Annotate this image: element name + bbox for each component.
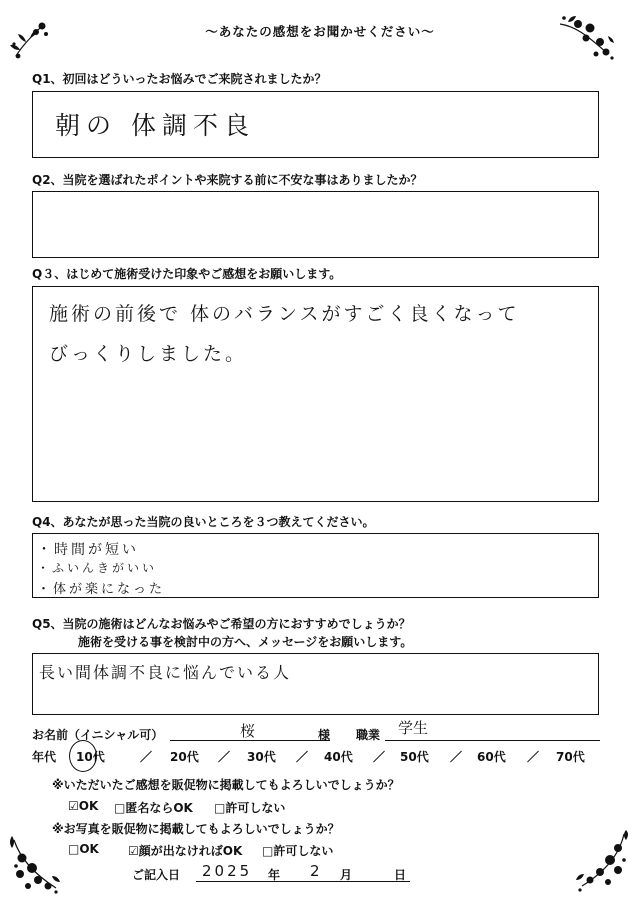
job-underline	[385, 740, 600, 741]
floral-ornament-icon	[574, 830, 630, 892]
q1-answer: 朝の 体調不良	[55, 111, 255, 140]
name-label: お名前（イニシャル可）	[32, 728, 164, 742]
consent-text-anonymous[interactable]: □匿名ならOK	[114, 801, 193, 815]
name-value[interactable]: 桜	[240, 722, 256, 740]
age-option-10s[interactable]: 10代	[76, 750, 105, 764]
q5-answer: 長い間体調不良に悩んでいる人	[39, 663, 292, 682]
q5-label-line2: 施術を受ける事を検討中の方へ、メッセージをお願いします。	[78, 635, 413, 649]
q2-label: Q2、当院を選ばれたポイントや来院する前に不安な事はありましたか？	[32, 173, 423, 187]
consent-text-ok[interactable]: ☑OK	[68, 799, 99, 813]
date-month-unit: 月	[340, 868, 353, 882]
consent-photo-no-face[interactable]: ☑顔が出なければOK	[128, 844, 243, 858]
q3-answer-line2: びっくりしました。	[49, 343, 248, 365]
q3-answer-box[interactable]	[32, 286, 599, 502]
job-value[interactable]: 学生	[398, 719, 429, 737]
consent-photo-decline[interactable]: □許可しない	[262, 844, 334, 858]
q4-item-2: ・ふいんきがいい	[37, 561, 158, 575]
consent-photo-question: ※お写真を販促物に掲載してもよろしいでしょうか？	[52, 822, 340, 836]
date-label: ご記入日	[132, 868, 181, 882]
age-separator: ／	[450, 750, 463, 764]
consent-text-question: ※いただいたご感想を販促物に掲載してもよろしいでしょうか？	[52, 778, 400, 792]
age-option-50s[interactable]: 50代	[400, 750, 429, 764]
age-separator: ／	[527, 750, 540, 764]
q5-label-line1: Q5、当院の施術はどんなお悩みやご希望の方におすすめでしょうか？	[32, 617, 411, 631]
q3-answer-line1: 施術の前後で 体のバランスがすごく良くなって	[49, 303, 520, 325]
date-underline	[196, 881, 410, 882]
age-separator: ／	[140, 750, 153, 764]
consent-text-decline[interactable]: □許可しない	[214, 801, 286, 815]
date-day-unit: 日	[394, 868, 407, 882]
q5-answer-box[interactable]	[32, 653, 599, 715]
q2-answer-box[interactable]	[32, 191, 599, 258]
age-option-20s[interactable]: 20代	[170, 750, 199, 764]
q4-item-1: ・時間が短い	[37, 542, 139, 558]
date-year[interactable]: 2025	[202, 862, 253, 880]
age-option-60s[interactable]: 60代	[477, 750, 506, 764]
age-separator: ／	[373, 750, 386, 764]
q1-label: Q1、初回はどういったお悩みでご来院されましたか？	[32, 72, 327, 86]
age-option-70s[interactable]: 70代	[556, 750, 585, 764]
date-year-unit: 年	[268, 868, 281, 882]
honorific-label: 様	[318, 728, 331, 742]
job-label: 職業	[356, 728, 381, 742]
consent-photo-ok[interactable]: □OK	[68, 842, 99, 856]
age-option-40s[interactable]: 40代	[324, 750, 353, 764]
age-selected-circle	[69, 740, 97, 772]
q4-answer-box[interactable]	[32, 533, 599, 598]
q4-item-3: ・体が楽になった	[37, 582, 166, 597]
age-label: 年代	[32, 750, 57, 764]
form-title: 〜あなたの感想をお聞かせください〜	[205, 24, 435, 39]
q1-answer-box[interactable]	[32, 91, 599, 158]
age-separator: ／	[296, 750, 309, 764]
q3-label: Q３、はじめて施術受けた印象やご感想をお願いします。	[32, 267, 342, 281]
date-month[interactable]: 2	[310, 862, 320, 880]
floral-ornament-icon	[8, 834, 62, 894]
age-option-30s[interactable]: 30代	[247, 750, 276, 764]
q4-label: Q4、あなたが思った当院の良いところを３つ教えてください。	[32, 515, 375, 529]
age-separator: ／	[218, 750, 231, 764]
